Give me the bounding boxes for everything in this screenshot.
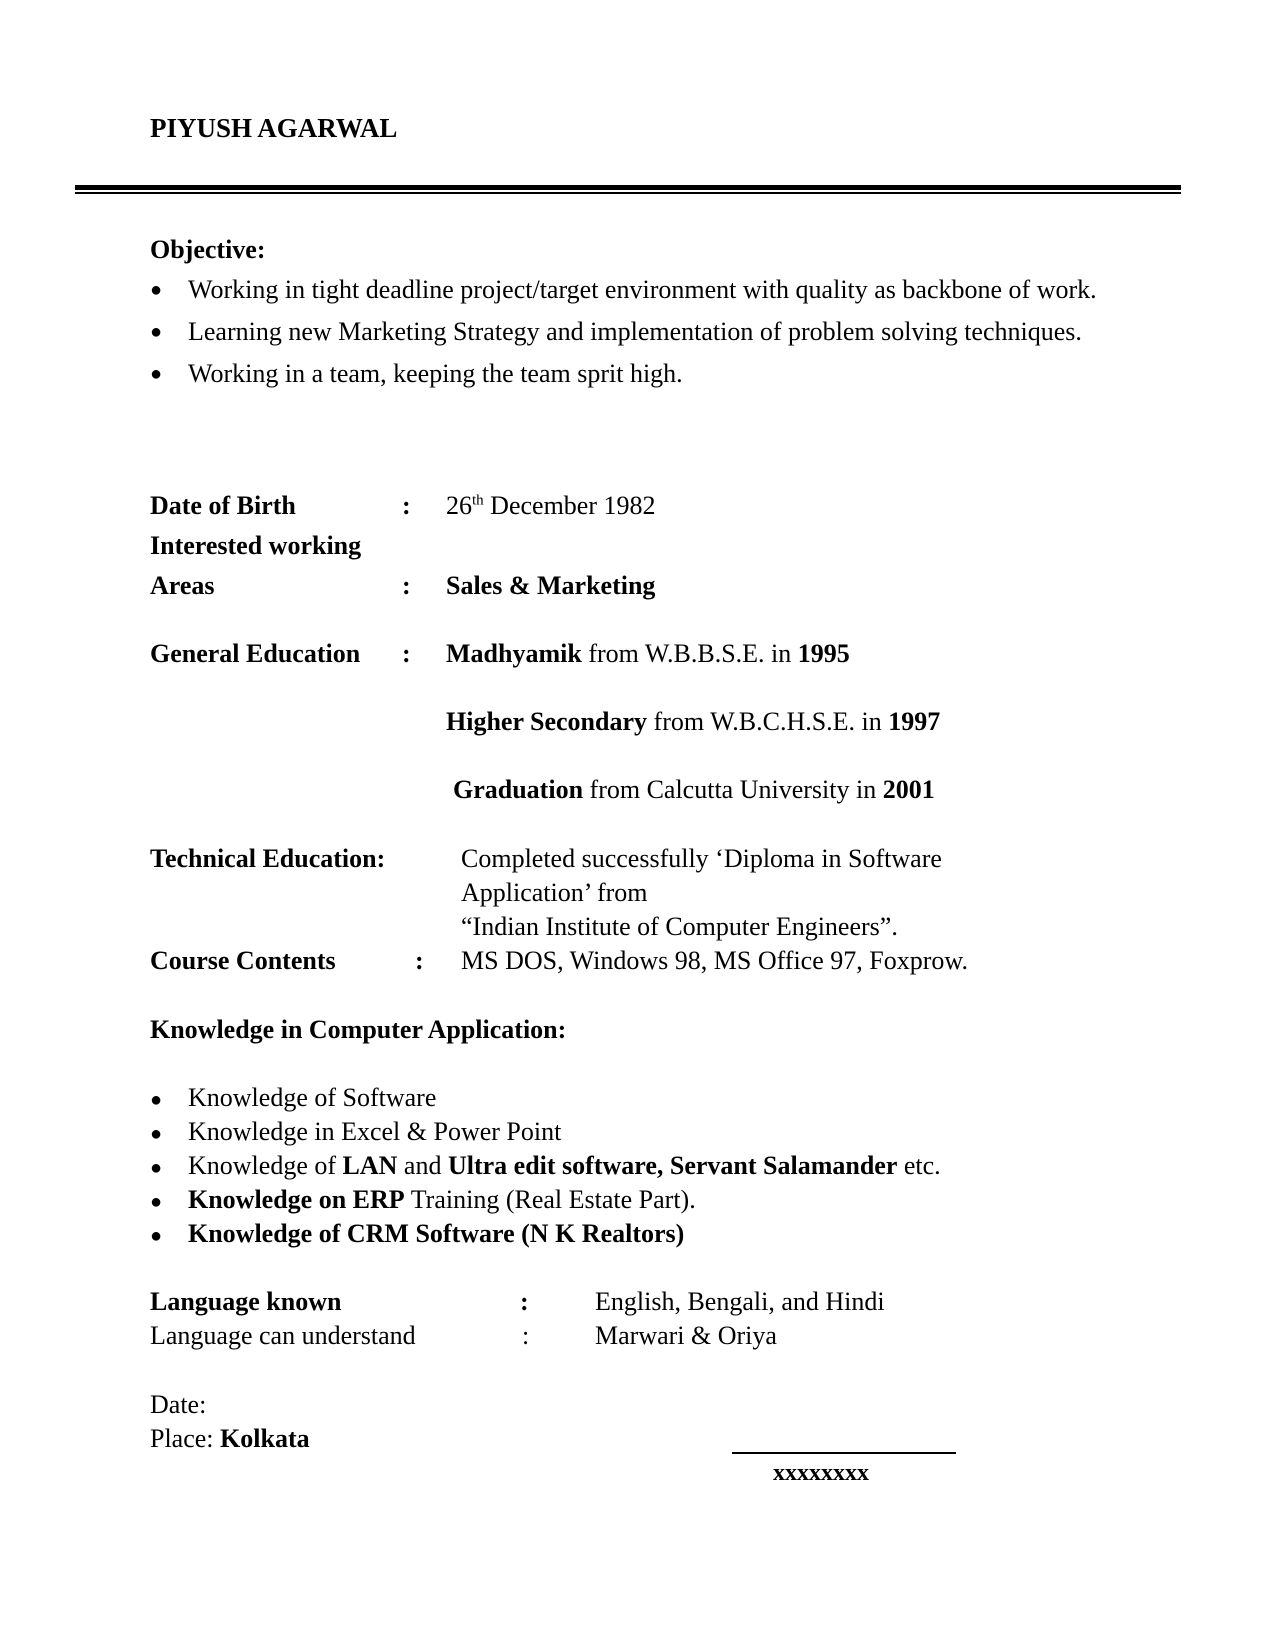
objective-list xyxy=(150,274,1120,390)
bullet-icon: ● xyxy=(150,1225,163,1247)
computer-item: ● Knowledge of Software xyxy=(150,1082,436,1116)
computer-item: ● Knowledge on ERP Training (Real Estate Part). xyxy=(150,1184,696,1218)
dob-colon: : xyxy=(402,491,411,520)
course-value: MS DOS, Windows 98, MS Office 97, Foxprow. xyxy=(461,946,968,975)
header-divider-thick xyxy=(75,185,1181,190)
technical-line: Application’ from xyxy=(461,878,648,907)
date-label: Date: xyxy=(150,1390,207,1419)
computer-item: ● Knowledge in Excel & Power Point xyxy=(150,1116,561,1150)
bullet-icon: ● xyxy=(150,321,163,343)
education-entry: Graduation from Calcutta University in 2001 xyxy=(453,775,935,804)
language-understand-colon: : xyxy=(522,1321,530,1350)
bullet-icon: ● xyxy=(150,1123,163,1145)
place-label: Place: xyxy=(150,1424,214,1453)
bullet-icon: ● xyxy=(150,1191,163,1213)
candidate-name: PIYUSH AGARWAL xyxy=(150,113,398,143)
technical-line: Completed successfully ‘Diploma in Software xyxy=(461,844,942,873)
education-label: General Education xyxy=(150,639,361,668)
signature-line xyxy=(732,1452,956,1454)
place-value: Kolkata xyxy=(220,1424,310,1453)
interest-label-line2: Areas xyxy=(150,571,215,600)
interest-value: Sales & Marketing xyxy=(446,571,656,600)
education-entry: Higher Secondary from W.B.C.H.S.E. in 1997 xyxy=(446,707,941,736)
computer-item: ● Knowledge of CRM Software (N K Realtors) xyxy=(150,1218,684,1252)
course-colon: : xyxy=(415,946,424,975)
dob-value: 26th December 1982 xyxy=(446,491,656,520)
technical-line: “Indian Institute of Computer Engineers”. xyxy=(461,912,898,941)
dob-label: Date of Birth xyxy=(150,491,296,520)
language-known-colon: : xyxy=(520,1287,529,1316)
technical-label: Technical Education: xyxy=(150,844,386,873)
header-divider-thin xyxy=(75,192,1181,194)
interest-label-line1: Interested working xyxy=(150,531,362,560)
bullet-icon: ● xyxy=(150,279,163,301)
language-understand-label: Language can understand xyxy=(150,1321,416,1350)
language-understand-value: Marwari & Oriya xyxy=(595,1321,777,1350)
education-entry: Madhyamik from W.B.B.S.E. in 1995 xyxy=(446,639,850,668)
computer-item: ● Knowledge of LAN and Ultra edit software, Servant Salamander etc. xyxy=(150,1150,941,1184)
objective-heading: Objective: xyxy=(150,235,266,264)
course-label: Course Contents xyxy=(150,946,336,975)
language-known-label: Language known xyxy=(150,1287,342,1316)
bullet-icon: ● xyxy=(150,1157,163,1179)
bullet-icon: ● xyxy=(150,363,163,385)
bullet-icon: ● xyxy=(150,1089,163,1111)
education-colon: : xyxy=(402,639,411,668)
place-line xyxy=(150,1423,310,1455)
computer-heading: Knowledge in Computer Application: xyxy=(150,1015,567,1044)
objective-item: ● Working in tight deadline project/target environment with quality as backbone of work. xyxy=(150,275,1097,304)
language-known-value: English, Bengali, and Hindi xyxy=(595,1287,885,1316)
objective-item: ● Learning new Marketing Strategy and implementation of problem solving techniques. xyxy=(150,317,1082,346)
signature-name: xxxxxxxx xyxy=(773,1460,869,1486)
interest-colon: : xyxy=(402,571,411,600)
objective-item: ● Working in a team, keeping the team sprit high. xyxy=(150,359,683,388)
